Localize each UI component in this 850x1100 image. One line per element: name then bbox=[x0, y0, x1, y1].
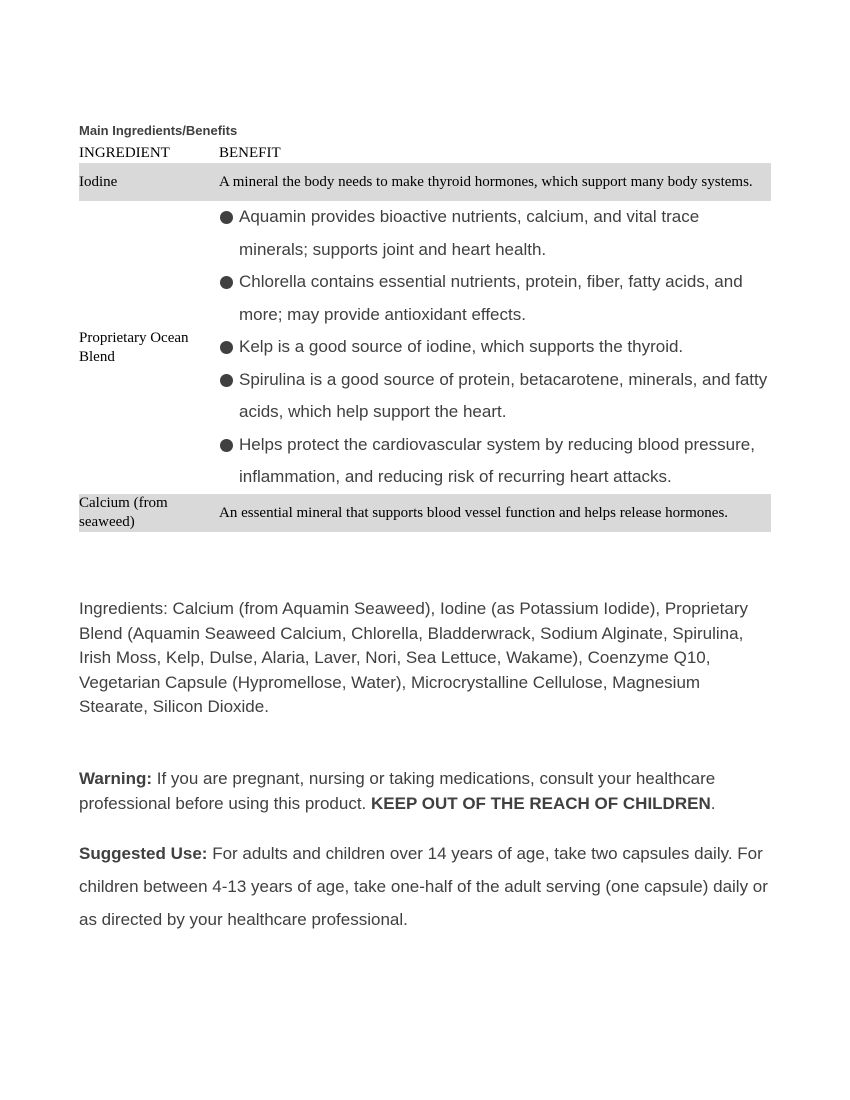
column-header-benefit: BENEFIT bbox=[219, 145, 281, 161]
bullet-icon bbox=[220, 341, 233, 354]
list-item bbox=[219, 201, 771, 266]
bullet-text: Aquamin provides bioactive nutrients, calcium, and vital trace minerals; supports joint and heart health. bbox=[239, 207, 700, 259]
ingredient-benefit: A mineral the body needs to make thyroid hormones, which support many body systems. bbox=[219, 163, 771, 201]
bullet-icon bbox=[220, 374, 233, 387]
ingredient-benefit: An essential mineral that supports blood vessel function and helps release hormones. bbox=[219, 494, 771, 532]
bullet-icon bbox=[220, 276, 233, 289]
list-item bbox=[219, 429, 771, 494]
bullet-icon bbox=[220, 211, 233, 224]
warning-paragraph bbox=[79, 767, 771, 816]
table-header-row bbox=[79, 143, 771, 163]
ingredient-benefit bbox=[219, 201, 771, 494]
list-item bbox=[219, 331, 771, 364]
column-header-ingredient: INGREDIENT bbox=[79, 145, 170, 161]
ingredient-name: Proprietary Ocean Blend bbox=[79, 329, 189, 365]
bullet-text: Kelp is a good source of iodine, which supports the thyroid. bbox=[239, 337, 684, 357]
ingredient-name: Iodine bbox=[79, 163, 219, 201]
bullet-icon bbox=[220, 439, 233, 452]
benefit-bullet-list bbox=[219, 201, 771, 494]
warning-text: If you are pregnant, nursing or taking medications, consult your healthcare professional before using this product. bbox=[79, 769, 716, 813]
suggested-use-text: For adults and children over 14 years of age, take two capsules daily. For children between 4-13 years of age, take one-half of the adult serving (one capsule) daily or as directed by your healthcare professional. bbox=[79, 844, 768, 929]
warning-end: . bbox=[710, 793, 716, 813]
table-row bbox=[79, 163, 771, 201]
ingredients-table bbox=[79, 143, 771, 532]
bullet-text: Spirulina is a good source of protein, betacarotene, minerals, and fatty acids, which help support the heart. bbox=[239, 369, 768, 422]
suggested-use-label: Suggested Use: bbox=[79, 844, 208, 863]
bullet-text: Chlorella contains essential nutrients, protein, fiber, fatty acids, and more; may provide antioxidant effects. bbox=[239, 272, 743, 324]
warning-label: Warning: bbox=[79, 769, 153, 788]
suggested-use-paragraph bbox=[79, 837, 771, 936]
ingredients-paragraph: Ingredients: Calcium (from Aquamin Seaweed), Iodine (as Potassium Iodide), Proprietary Blend (Aquamin Seaweed Calcium, Chlorella, Bladderwrack, Sodium Alginate, Spirulina, Irish Moss, Kelp, Dulse, Alaria, Laver, Nori, Sea Lettuce, Wakame), Coenzyme Q10, Vegetarian Capsule (Hypromellose, Water), Microcrystalline Cellulose, Magnesium Stearate, Silicon Dioxide. bbox=[79, 599, 748, 716]
list-item bbox=[219, 266, 771, 331]
bullet-text: Helps protect the cardiovascular system by reducing blood pressure, inflammation, and reducing risk of recurring heart attacks. bbox=[239, 434, 755, 487]
table-row bbox=[79, 494, 771, 532]
section-heading: Main Ingredients/Benefits bbox=[79, 123, 238, 138]
ingredient-name: Calcium (from seaweed) bbox=[79, 494, 219, 532]
table-row bbox=[79, 201, 771, 494]
warning-emphasis: KEEP OUT OF THE REACH OF CHILDREN bbox=[371, 793, 711, 813]
list-item bbox=[219, 364, 771, 429]
